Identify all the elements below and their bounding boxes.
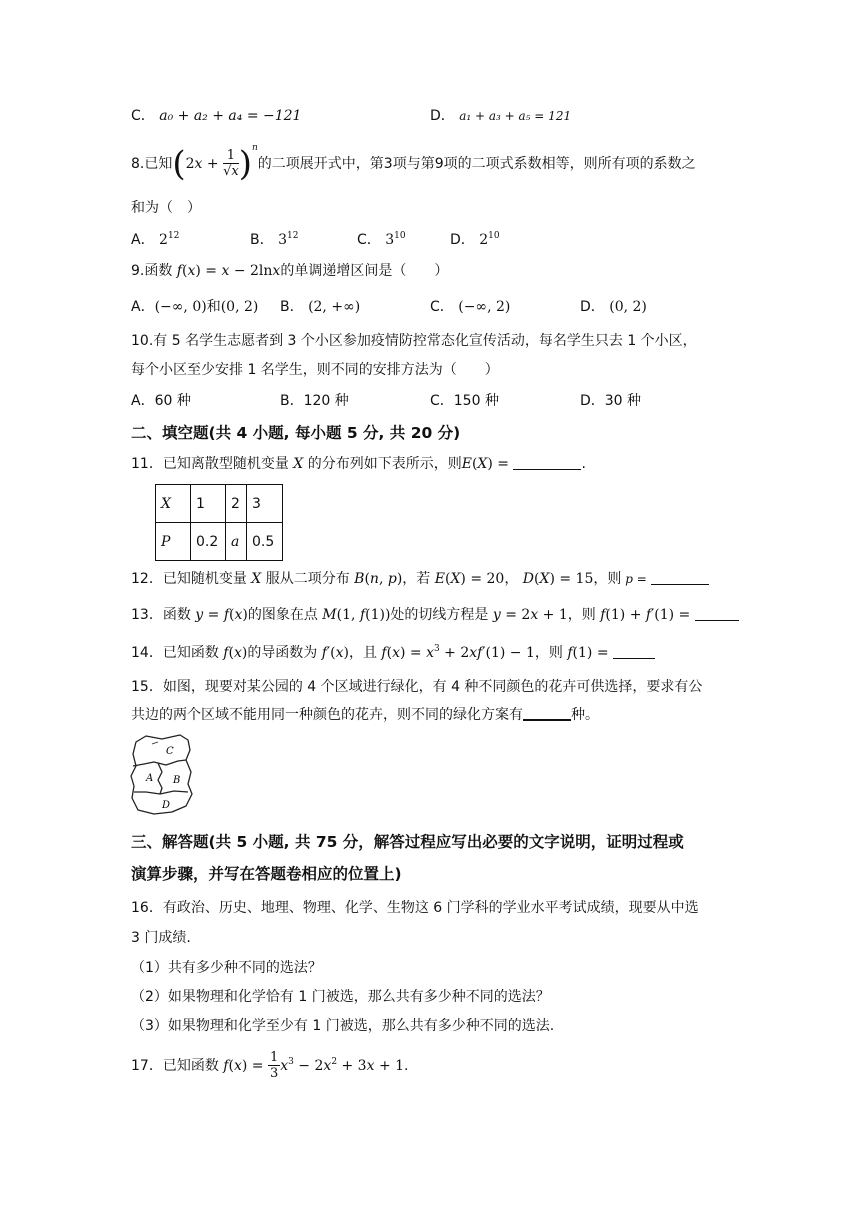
distribution-table: [155, 484, 283, 561]
q16-part-3: （3）如果物理和化学至少有 1 门被选，那么共有多少种不同的选法.: [131, 1018, 555, 1034]
q10-option-a: A．60 种: [131, 393, 191, 409]
q7-option-d-expr: a₁ + a₃ + a₅ = 121: [459, 109, 572, 123]
q17-fraction: $\frac{1}{3}$: [269, 1050, 279, 1081]
q16-stem-line1: 16．有政治、历史、地理、物理、化学、生物这 6 门学科的学业水平考试成绩，现要从中选: [131, 900, 699, 916]
q10-option-d: D．30 种: [580, 393, 642, 409]
q9-option-c: C． (−∞, 2): [430, 299, 511, 315]
region-label-c: C: [166, 746, 174, 757]
q10-option-c: C．150 种: [430, 393, 499, 409]
q16-part-2: （2）如果物理和化学恰有 1 门被选，那么共有多少种不同的选法？: [131, 989, 550, 1005]
q15-stem-line2: 共边的两个区域不能用同一种颜色的花卉，则不同的绿化方案有 种。: [131, 707, 599, 723]
section-3-heading-line1: 三、解答题(共 5 小题, 共 75 分，解答过程应写出必要的文字说明，证明过程或: [131, 833, 684, 851]
q8-option-a: A． $2^{12}$: [131, 231, 180, 248]
table-row: P 0.2 a 0.5: [156, 523, 283, 561]
q11-stem: 11．已知离散型随机变量 X 的分布列如下表所示，则E(X) = .: [131, 456, 586, 472]
q7-option-d: D． a₁ + a₃ + a₅ = 121: [430, 108, 572, 124]
q10-stem-line1: 10.有 5 名学生志愿者到 3 个小区参加疫情防控常态化宣传活动，每名学生只去 1 个小区，: [131, 333, 697, 349]
q16-part-1: （1）共有多少种不同的选法？: [131, 960, 322, 976]
table-row: X 1 2 3: [156, 485, 283, 523]
q9-option-d: D． (0, 2): [580, 299, 647, 315]
region-map-figure: [128, 732, 198, 816]
q10-stem-line2: 每个小区至少安排 1 名学生，则不同的安排方法为（ ）: [131, 362, 499, 378]
q7-option-c: C． a₀ + a₂ + a₄ = −121: [131, 108, 302, 124]
region-label-a: A: [146, 773, 154, 784]
q8-fraction: $\frac{1}{√x}$: [223, 148, 239, 179]
q8-option-b: B． $3^{12}$: [250, 231, 299, 248]
q9-option-b: B． (2, +∞): [280, 299, 361, 315]
section-3-heading-line2: 演算步骤，并写在答题卷相应的位置上): [131, 865, 402, 883]
q10-option-b: B．120 种: [280, 393, 349, 409]
q8-option-d: D． $2^{10}$: [450, 231, 500, 248]
region-label-d: D: [162, 800, 171, 811]
q16-stem-line2: 3 门成绩.: [131, 930, 191, 946]
q9-option-a: A．(−∞, 0)和(0, 2): [131, 299, 259, 315]
q9-stem: 9.函数 f(x) = x − 2lnx的单调递增区间是（ ）: [131, 263, 449, 279]
section-2-heading: 二、填空题(共 4 小题, 每小题 5 分, 共 20 分): [131, 424, 461, 442]
q12-stem: 12．已知随机变量 X 服从二项分布 B(n, p)，若 E(X) = 20， D(X) = 15，则 p =: [131, 569, 709, 589]
region-label-b: B: [173, 775, 181, 786]
q17-stem: 17．已知函数 f(x) = $\frac{1}{3}$ $x^3 - 2x^2 + 3x + 1$.: [131, 1050, 409, 1081]
q14-stem: 14．已知函数 f(x)的导函数为 f′(x)，且 $f(x) = x^3 + 2xf'(1) - 1$，则 f(1) =: [131, 643, 655, 663]
q13-stem: 13．函数 y = f(x)的图象在点 M(1, f(1))处的切线方程是 y = 2x + 1，则 f(1) + f′(1) =: [131, 605, 739, 625]
q7-option-c-expr: a₀ + a₂ + a₄ = −121: [159, 108, 302, 124]
q8-stem-line2: 和为（ ）: [131, 200, 201, 216]
q8-stem: 8.已知(2x + $\frac{1}{√x}$ )$^n$的二项展开式中，第3项与第9项的二项式系数相等，则所有项的系数之: [131, 143, 696, 184]
q15-stem-line1: 15．如图，现要对某公园的 4 个区域进行绿化，有 4 种不同颜色的花卉可供选择，要求有公: [131, 679, 703, 695]
q8-option-c: C． $3^{10}$: [357, 231, 406, 248]
